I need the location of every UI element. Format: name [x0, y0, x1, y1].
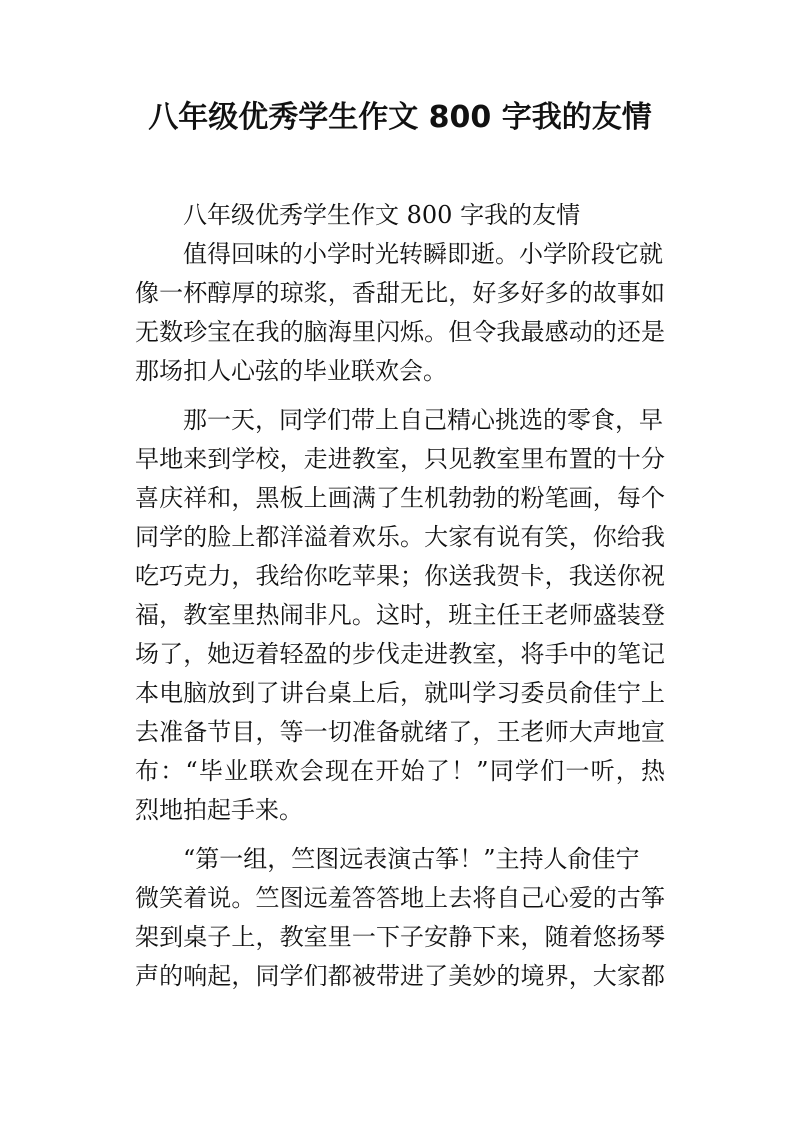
body-line: “第一组，竺图远表演古筝！”主持人俞佳宁	[183, 845, 640, 873]
body-line: 同学的脸上都洋溢着欢乐。大家有说有笑，你给我	[135, 523, 665, 551]
body-line: 架到桌子上，教室里一下子安静下来，随着悠扬琴	[135, 923, 665, 951]
body-line: 本电脑放到了讲台桌上后，就叫学习委员俞佳宁上	[135, 679, 665, 707]
body-line: 那场扣人心弦的毕业联欢会。	[135, 357, 447, 385]
body-line: 无数珍宝在我的脑海里闪烁。但令我最感动的还是	[135, 318, 665, 346]
body-line: 微笑着说。竺图远羞答答地上去将自己心爱的古筝	[135, 884, 665, 912]
body-line: 值得回味的小学时光转瞬即逝。小学阶段它就	[183, 240, 663, 268]
document-title: 八年级优秀学生作文 800 字我的友情	[148, 100, 652, 135]
body-line: 八年级优秀学生作文 800 字我的友情	[183, 201, 581, 229]
document-body	[135, 196, 665, 996]
body-line: 早地来到学校，走进教室，只见教室里布置的十分	[135, 445, 665, 473]
body-line: 声的响起，同学们都被带进了美妙的境界，大家都	[135, 962, 665, 990]
body-line: 那一天，同学们带上自己精心挑选的零食，早	[183, 406, 663, 434]
body-line: 吃巧克力，我给你吃苹果；你送我贺卡，我送你祝	[135, 562, 665, 590]
body-line: 去准备节目，等一切准备就绪了，王老师大声地宣	[135, 718, 665, 746]
body-line: 喜庆祥和，黑板上画满了生机勃勃的粉笔画，每个	[135, 484, 665, 512]
body-line: 福，教室里热闹非凡。这时，班主任王老师盛装登	[135, 601, 665, 629]
body-line: 像一杯醇厚的琼浆，香甜无比，好多好多的故事如	[135, 279, 665, 307]
body-line: 场了，她迈着轻盈的步伐走进教室，将手中的笔记	[135, 640, 665, 668]
body-line: 布：“毕业联欢会现在开始了！”同学们一听，热	[135, 757, 665, 785]
body-line: 烈地拍起手来。	[135, 796, 303, 824]
